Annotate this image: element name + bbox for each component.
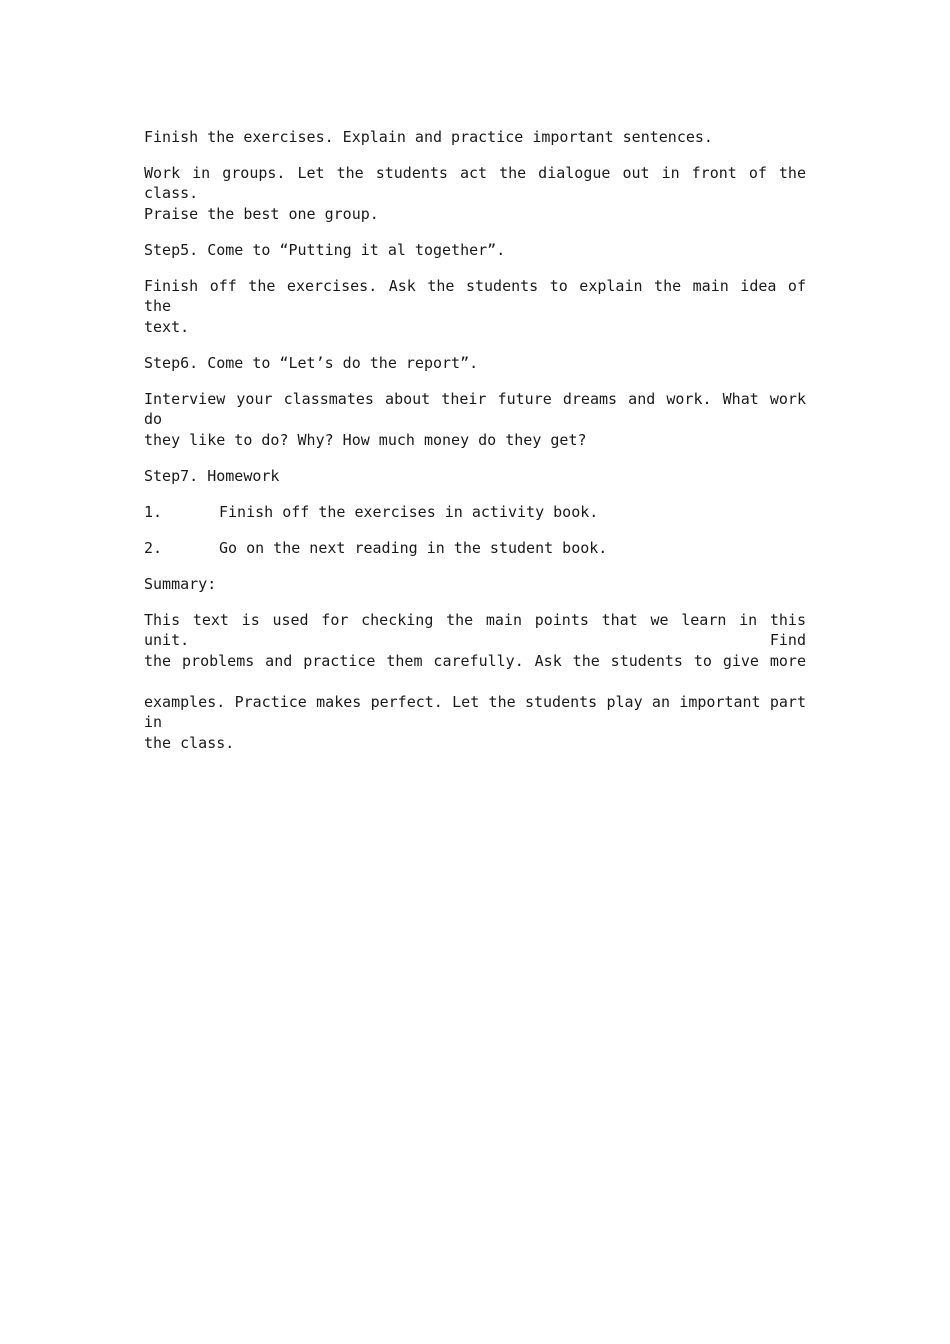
list-item-text: Finish off the exercises in activity book. <box>219 503 599 521</box>
step-heading: Step6. Come to “Let’s do the report”. <box>144 354 479 372</box>
list-item-number: 1. <box>144 503 163 521</box>
summary-line: This text is used for checking the main points that we learn in this unit. Find <box>144 611 806 649</box>
list-item <box>144 502 598 522</box>
text-line: Praise the best one group. <box>144 205 379 223</box>
step-heading: Step7. Homework <box>144 467 280 485</box>
list-item-text: Go on the next reading in the student book. <box>219 539 608 557</box>
text-line: Finish the exercises. Explain and practice important sentences. <box>144 128 713 146</box>
list-item <box>144 538 607 558</box>
summary-line: examples. Practice makes perfect. Let the students play an important part in <box>144 693 806 731</box>
text-line: text. <box>144 318 190 336</box>
list-item-number: 2. <box>144 539 163 557</box>
summary-heading: Summary: <box>144 575 217 593</box>
text-line: Work in groups. Let the students act the dialogue out in front of the class. <box>144 164 806 202</box>
summary-line: the class. <box>144 734 235 752</box>
summary-line: the problems and practice them carefully. Ask the students to give more <box>144 652 806 670</box>
step-heading: Step5. Come to “Putting it al together”. <box>144 241 506 259</box>
text-line: Interview your classmates about their future dreams and work. What work do <box>144 390 806 428</box>
text-line: they like to do? Why? How much money do they get? <box>144 431 587 449</box>
text-line: Finish off the exercises. Ask the students to explain the main idea of the <box>144 277 806 315</box>
